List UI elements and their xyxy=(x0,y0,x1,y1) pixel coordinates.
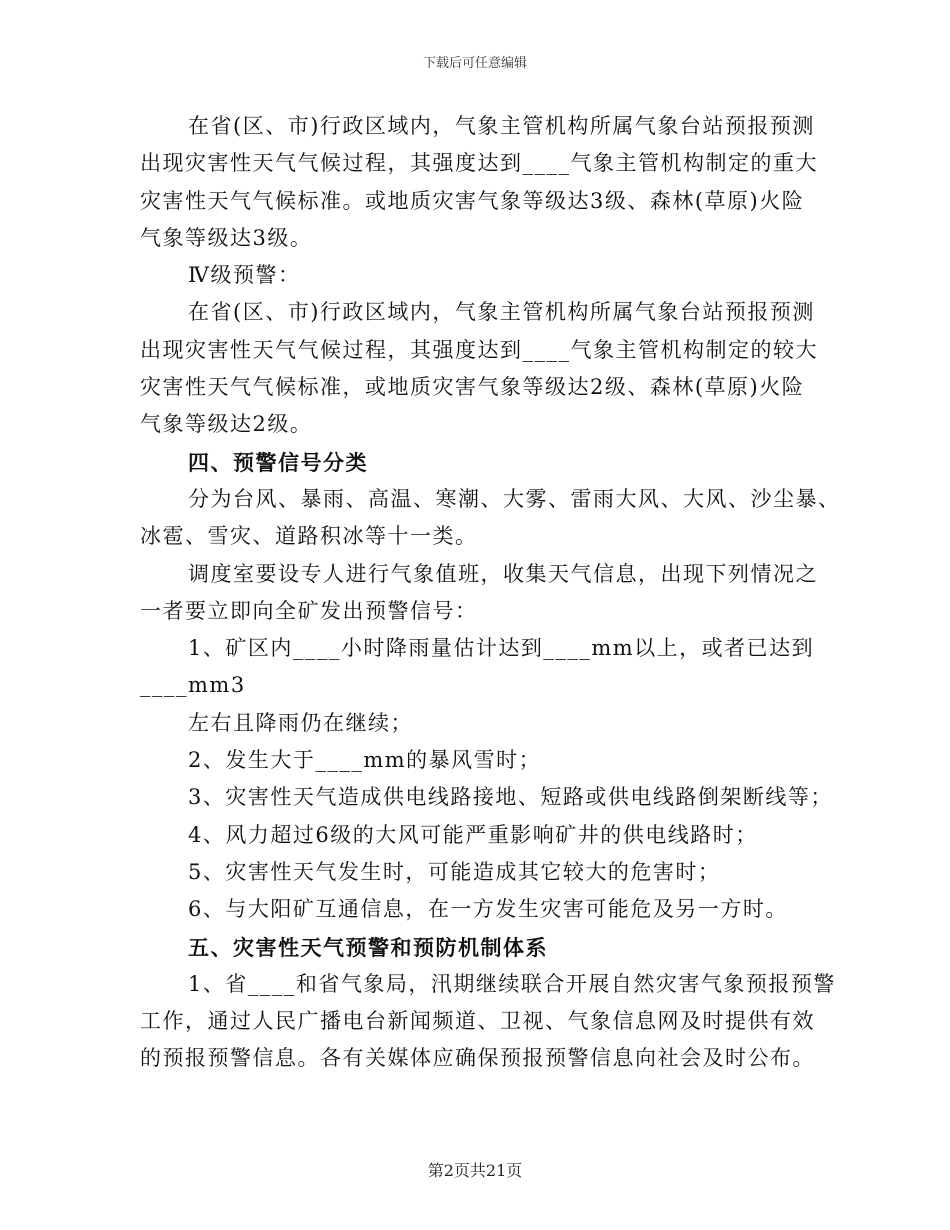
paragraph-line: 一者要立即向全矿发出预警信号： xyxy=(140,598,478,623)
paragraph-line: ____mm3 xyxy=(140,673,246,698)
paragraph-line: 左右且降雨仍在继续； xyxy=(188,710,413,735)
paragraph-line: 在省(区、市)行政区域内，气象主管机构所属气象台站预报预测 xyxy=(188,114,815,138)
list-item: 3、灾害性天气造成供电线路接地、短路或供电线路倒架断线等； xyxy=(188,785,833,810)
section-heading-5: 五、灾害性天气预警和预防机制体系 xyxy=(188,934,548,960)
list-item: 1、矿区内____小时降雨量估计达到____mm以上，或者已达到 xyxy=(188,636,815,661)
paragraph-line: 出现灾害性天气气候过程，其强度达到____气象主管机构制定的较大 xyxy=(140,337,818,362)
list-item: 4、风力超过6级的大风可能严重影响矿井的供电线路时； xyxy=(188,822,758,847)
subheading-level4-warning: Ⅳ级预警： xyxy=(188,263,301,288)
page-number: 第2页共21页 xyxy=(427,1161,523,1180)
paragraph-line: 灾害性天气气候标准。或地质灾害气象等级达3级、森林(草原)火险 xyxy=(140,188,805,213)
paragraph-line: 工作，通过人民广播电台新闻频道、卫视、气象信息网及时提供有效 xyxy=(140,1009,815,1034)
document-body xyxy=(140,108,841,1078)
paragraph-line: 气象等级达2级。 xyxy=(140,412,313,437)
paragraph-line: 出现灾害性天气气候过程，其强度达到____气象主管机构制定的重大 xyxy=(140,151,818,176)
paragraph-line: 的预报预警信息。各有关媒体应确保预报预警信息向社会及时公布。 xyxy=(140,1046,815,1071)
list-item: 6、与大阳矿互通信息，在一方发生灾害可能危及另一方时。 xyxy=(188,897,788,922)
paragraph-line: 冰雹、雪灾、道路积冰等十一类。 xyxy=(140,524,478,549)
page-header-note: 下载后可任意编辑 xyxy=(422,56,527,71)
list-item: 5、灾害性天气发生时，可能造成其它较大的危害时； xyxy=(188,859,721,884)
list-item: 1、省____和省气象局，汛期继续联合开展自然灾害气象预报预警 xyxy=(188,971,836,996)
paragraph-line: 气象等级达3级。 xyxy=(140,225,313,250)
paragraph-line: 调度室要设专人进行气象值班，收集天气信息，出现下列情况之 xyxy=(188,561,818,586)
paragraph-line: 分为台风、暴雨、高温、寒潮、大雾、雷雨大风、大风、沙尘暴、 xyxy=(188,486,841,511)
list-item: 2、发生大于____mm的暴风雪时； xyxy=(188,748,542,773)
paragraph-line: 在省(区、市)行政区域内，气象主管机构所属气象台站预报预测 xyxy=(188,300,815,325)
paragraph-line: 灾害性天气气候标准，或地质灾害气象等级达2级、森林(草原)火险 xyxy=(140,375,805,400)
section-heading-4: 四、预警信号分类 xyxy=(188,449,368,475)
